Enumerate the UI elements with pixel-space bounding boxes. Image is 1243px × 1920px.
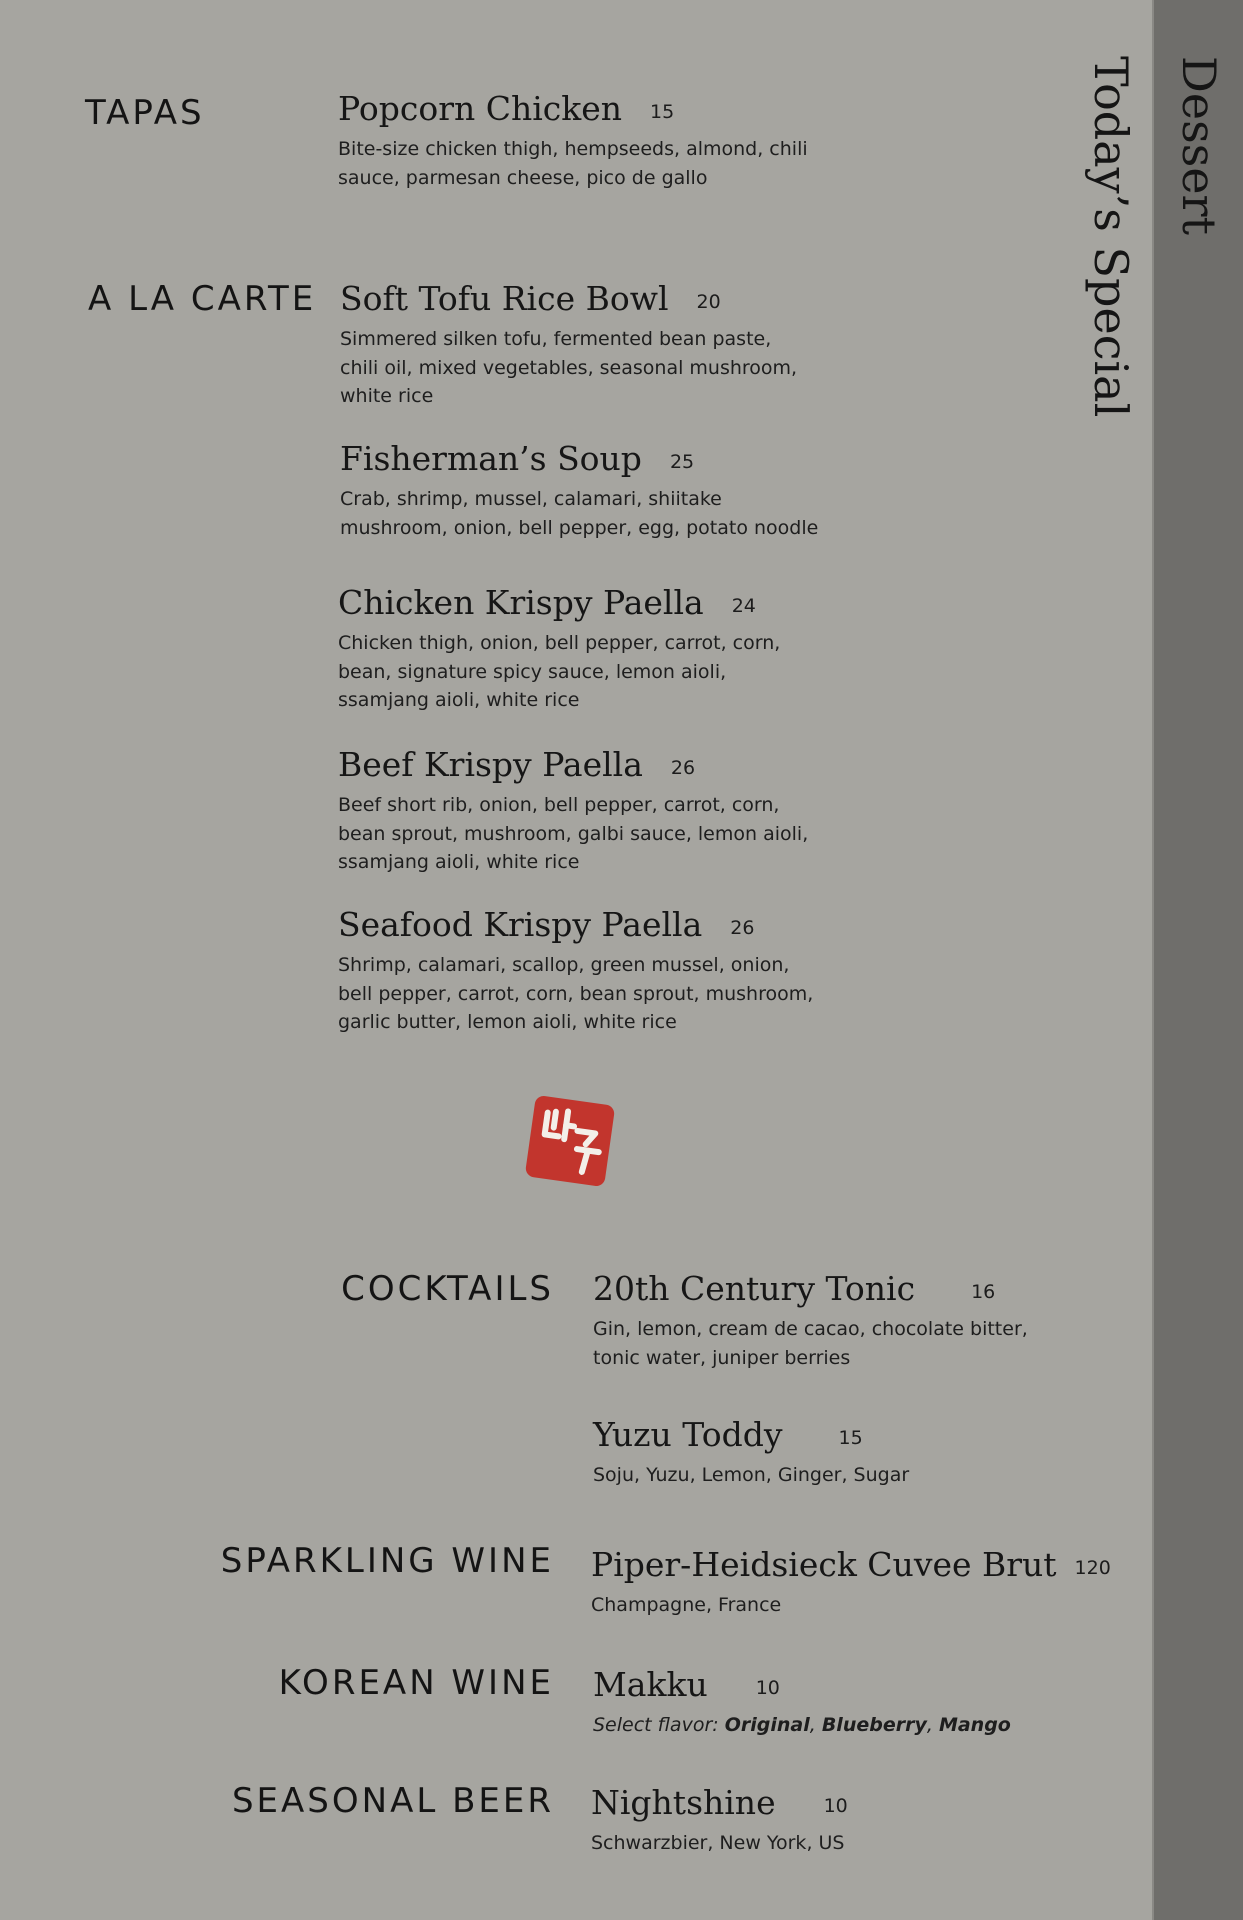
- restaurant-seal-logo: [525, 1095, 616, 1187]
- item-description: Soju, Yuzu, Lemon, Ginger, Sugar: [593, 1464, 910, 1486]
- item-price: 120: [1074, 1557, 1111, 1579]
- item-price: 15: [650, 101, 675, 123]
- item-description: Simmered silken tofu, fermented bean paste, chili oil, mixed vegetables, seasonal mushroom, white rice: [340, 328, 798, 407]
- section-title-tapas: TAPAS: [85, 93, 205, 133]
- item-description: Gin, lemon, cream de cacao, chocolate bitter, tonic water, juniper berries: [593, 1318, 1028, 1369]
- item-description: Champagne, France: [591, 1594, 782, 1616]
- section-title-sparkling-wine: SPARKLING WINE: [220, 1541, 554, 1581]
- item-price: 26: [730, 917, 755, 939]
- tab-todays-special-label: Today’s Special: [1084, 56, 1138, 418]
- flavor-option: Mango: [938, 1714, 1011, 1736]
- tab-todays-special[interactable]: [1084, 56, 1138, 416]
- item-price: 10: [823, 1795, 848, 1817]
- flavor-options: Select flavor: Original, Blueberry, Mango: [593, 1714, 1011, 1736]
- item-name: Piper-Heidsieck Cuvee Brut: [591, 1545, 1057, 1584]
- item-description: Bite-size chicken thigh, hempseeds, almond, chili sauce, parmesan cheese, pico de gallo: [338, 138, 808, 189]
- item-description: Crab, shrimp, mussel, calamari, shiitake mushroom, onion, bell pepper, egg, potato noodle: [340, 488, 819, 539]
- menu-item: [591, 1783, 1091, 1858]
- item-name: Fisherman’s Soup: [340, 439, 642, 478]
- section-title-cocktails: COCKTAILS: [341, 1269, 554, 1309]
- menu-item: [338, 583, 798, 715]
- item-name: Makku: [593, 1665, 708, 1704]
- item-price: 26: [670, 757, 696, 779]
- item-name: Soft Tofu Rice Bowl: [340, 279, 669, 318]
- item-name: Seafood Krispy Paella: [338, 905, 703, 944]
- item-description: Beef short rib, onion, bell pepper, carrot, corn, bean sprout, mushroom, galbi sauce, lemon aioli, ssamjang aioli, white rice: [338, 794, 809, 873]
- item-description: Schwarzbier, New York, US: [591, 1832, 845, 1854]
- item-name: Beef Krispy Paella: [338, 745, 643, 784]
- item-price: 16: [971, 1281, 996, 1303]
- menu-item: [593, 1665, 1093, 1740]
- item-price: 20: [696, 291, 721, 313]
- item-name: Yuzu Toddy: [593, 1415, 783, 1454]
- item-description: Shrimp, calamari, scallop, green mussel, onion, bell pepper, carrot, corn, bean sprout, mushroom, garlic butter, lemon aioli, white rice: [338, 954, 814, 1033]
- item-description: Chicken thigh, onion, bell pepper, carrot, corn, bean, signature spicy sauce, lemon aioli, ssamjang aioli, white rice: [338, 632, 781, 711]
- section-title-a-la-carte: A LA CARTE: [88, 279, 317, 319]
- seal-glyph-icon: [525, 1095, 616, 1187]
- menu-item: [593, 1269, 1063, 1372]
- flavor-label: Select flavor: [593, 1714, 713, 1736]
- item-price: 15: [838, 1427, 863, 1449]
- tab-dessert[interactable]: [1152, 0, 1243, 1920]
- menu-item: [340, 279, 810, 411]
- menu-item: [593, 1415, 1093, 1490]
- item-name: Nightshine: [591, 1783, 776, 1822]
- flavor-option: Blueberry: [821, 1714, 927, 1736]
- item-price: 25: [669, 451, 695, 473]
- menu-item: [340, 439, 820, 542]
- item-price: 24: [731, 595, 756, 617]
- item-name: 20th Century Tonic: [593, 1269, 916, 1308]
- menu-item: [591, 1545, 1111, 1620]
- menu-item: [338, 89, 818, 192]
- flavor-option: Original: [724, 1714, 810, 1736]
- tab-dessert-label: Dessert: [1172, 56, 1226, 236]
- section-title-seasonal-beer: SEASONAL BEER: [231, 1781, 554, 1821]
- menu-item: [338, 745, 818, 877]
- menu-item: [338, 905, 828, 1037]
- item-name: Chicken Krispy Paella: [338, 583, 704, 622]
- section-title-korean-wine: KOREAN WINE: [278, 1663, 554, 1703]
- item-price: 10: [755, 1677, 780, 1699]
- item-name: Popcorn Chicken: [338, 89, 623, 128]
